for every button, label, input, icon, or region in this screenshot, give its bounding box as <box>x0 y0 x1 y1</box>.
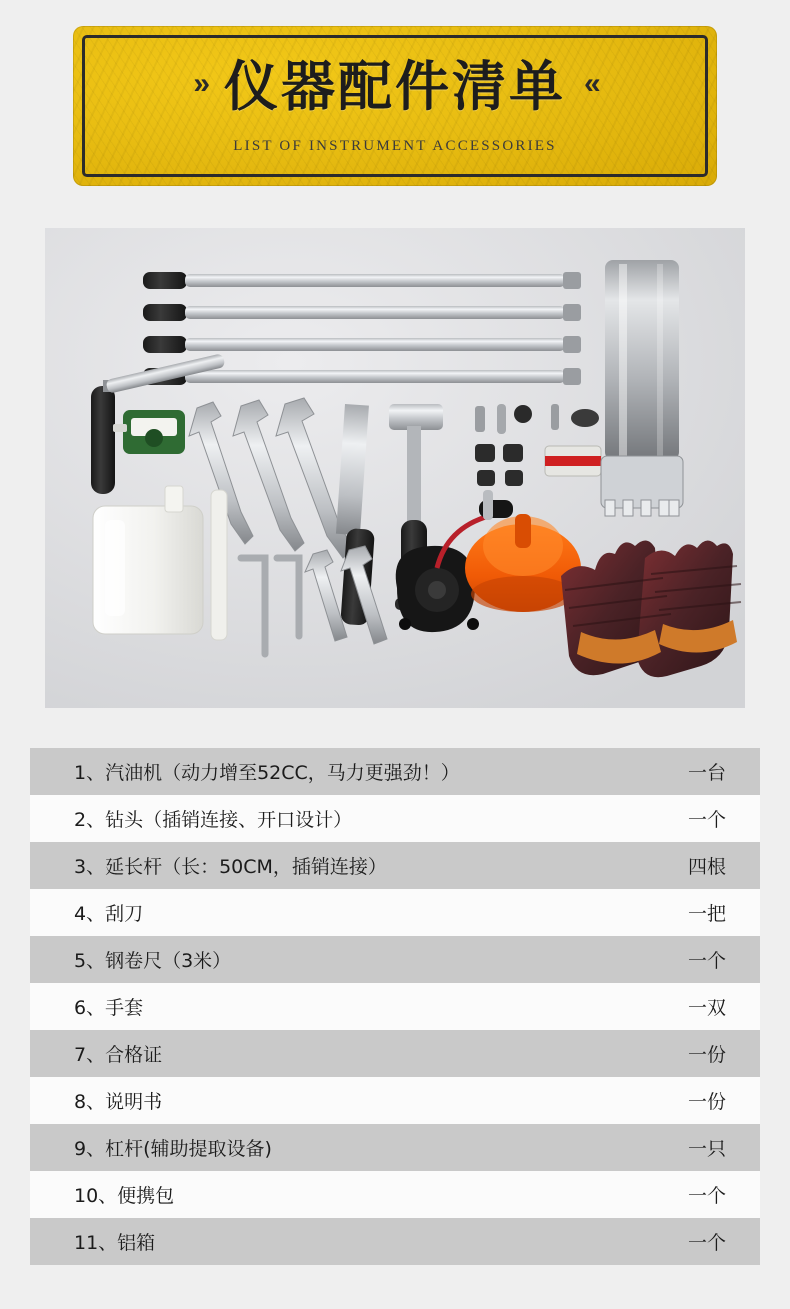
accessory-qty: 一份 <box>687 1091 726 1113</box>
accessory-name: 7、合格证 <box>74 1044 163 1066</box>
product-photo-illustration <box>45 228 745 708</box>
accessory-qty: 一个 <box>687 809 726 831</box>
page-title: 仪器配件清单 <box>224 55 566 118</box>
accessory-name: 2、钻头（插销连接、开口设计） <box>74 809 353 831</box>
chevron-right-icon: « <box>584 67 597 100</box>
product-photo <box>45 228 745 708</box>
accessory-name: 4、刮刀 <box>74 903 144 925</box>
table-row <box>30 983 760 1030</box>
accessory-name: 6、手套 <box>74 997 144 1019</box>
accessory-qty: 一个 <box>687 1185 726 1207</box>
accessory-name: 1、汽油机（动力增至52CC，马力更强劲！） <box>74 762 460 784</box>
accessory-table-body <box>30 748 760 1265</box>
table-row <box>30 842 760 889</box>
accessory-qty: 一个 <box>687 1232 726 1254</box>
accessory-qty: 一把 <box>687 903 726 925</box>
banner <box>73 26 717 186</box>
table-row <box>30 1030 760 1077</box>
table-row <box>30 748 760 795</box>
table-row <box>30 1218 760 1265</box>
accessory-name: 5、钢卷尺（3米） <box>74 950 232 972</box>
accessory-name: 3、延长杆（长：50CM，插销连接） <box>74 856 387 878</box>
drill-bit <box>601 260 683 516</box>
banner-background <box>73 26 717 186</box>
tape-measure <box>113 410 185 454</box>
banner-subtitle: LIST OF INSTRUMENT ACCESSORIES <box>233 138 557 154</box>
table-row <box>30 1077 760 1124</box>
accessory-name: 8、说明书 <box>74 1091 163 1113</box>
chevron-left-icon: » <box>193 67 206 100</box>
accessory-name: 11、铝箱 <box>74 1232 156 1254</box>
table-row <box>30 1171 760 1218</box>
table-row <box>30 1124 760 1171</box>
accessory-name: 9、杠杆(辅助提取设备) <box>74 1138 272 1160</box>
table-row <box>30 795 760 842</box>
accessory-name: 10、便携包 <box>74 1185 175 1207</box>
accessory-qty: 四根 <box>687 856 726 878</box>
table-row <box>30 889 760 936</box>
accessory-qty: 一双 <box>687 997 726 1019</box>
table-row <box>30 936 760 983</box>
accessory-qty: 一只 <box>687 1138 726 1160</box>
accessory-qty: 一台 <box>687 762 726 784</box>
accessory-qty: 一份 <box>687 1044 726 1066</box>
accessory-table <box>30 748 760 1265</box>
banner-title-row <box>73 55 717 118</box>
accessory-qty: 一个 <box>687 950 726 972</box>
